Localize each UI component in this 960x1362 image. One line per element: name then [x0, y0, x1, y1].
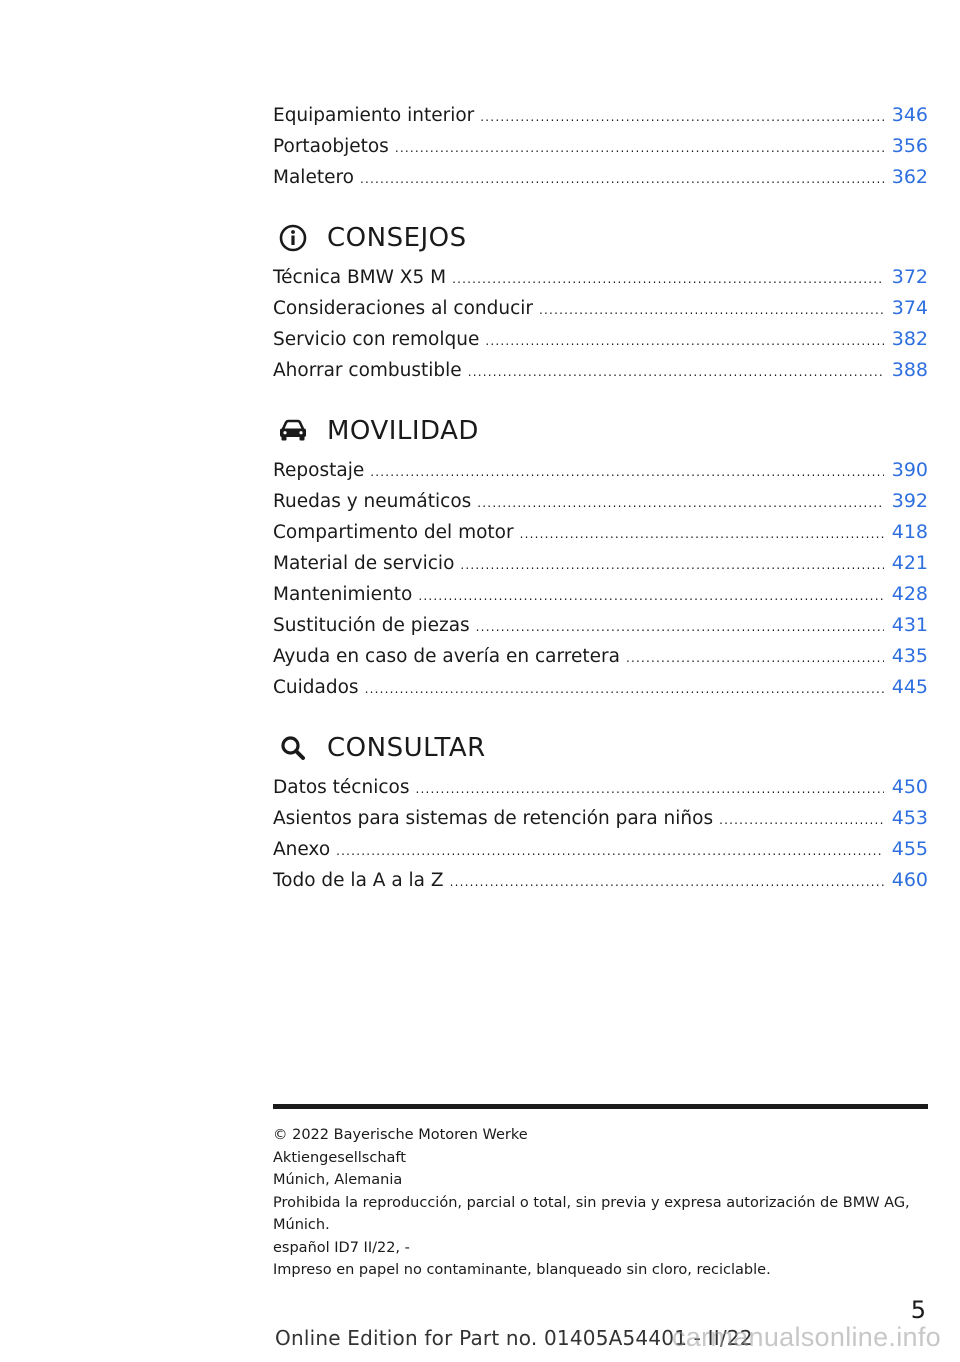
section-header-movilidad	[273, 411, 479, 451]
toc-entry-title: Asientos para sistemas de retención para niños	[273, 808, 714, 829]
toc-entry-title: Repostaje	[273, 460, 365, 481]
toc-entry[interactable]	[273, 293, 928, 324]
toc-entry-title: Cuidados	[273, 677, 359, 698]
dot-leader	[365, 674, 884, 705]
dot-leader	[360, 164, 884, 195]
imprint-paper: Impreso en papel no contaminante, blanqueado sin cloro, reciclable.	[273, 1262, 771, 1278]
dot-leader	[336, 836, 884, 867]
toc-entry[interactable]	[273, 517, 928, 548]
dot-leader	[450, 867, 884, 898]
toc-entry[interactable]	[273, 610, 928, 641]
toc-page-link[interactable]: 356	[891, 135, 928, 157]
info-icon	[275, 220, 311, 256]
dot-leader	[719, 805, 884, 836]
toc-page-link[interactable]: 418	[891, 521, 928, 543]
imprint-version: español ID7 II/22, -	[273, 1239, 410, 1256]
toc-group-interior	[273, 100, 928, 193]
toc-entry-title: Anexo	[273, 839, 331, 860]
dot-leader	[485, 326, 883, 357]
toc-page-link[interactable]: 421	[891, 552, 928, 574]
dot-leader	[415, 774, 883, 805]
toc-entry-title: Maletero	[273, 167, 354, 188]
toc-page-link[interactable]: 392	[891, 490, 928, 512]
toc-entry-title: Ayuda en caso de avería en carretera	[273, 646, 620, 667]
toc-entry[interactable]	[273, 162, 928, 193]
toc-entry[interactable]	[273, 772, 928, 803]
toc-entry[interactable]	[273, 803, 928, 834]
toc-entry-title: Todo de la A a la Z	[273, 870, 444, 891]
section-title: MOVILIDAD	[327, 416, 479, 446]
toc-entry-title: Compartimento del motor	[273, 522, 514, 543]
toc-entry[interactable]	[273, 486, 928, 517]
toc-entry-title: Material de servicio	[273, 553, 455, 574]
toc-page-link[interactable]: 388	[891, 359, 928, 381]
car-icon	[275, 413, 311, 449]
section-title: CONSULTAR	[327, 733, 486, 763]
dot-leader	[539, 295, 884, 326]
toc-page-link[interactable]: 362	[891, 166, 928, 188]
toc-entry[interactable]	[273, 865, 928, 896]
dot-leader	[395, 133, 884, 164]
toc-entry-title: Datos técnicos	[273, 777, 410, 798]
toc-entry[interactable]	[273, 324, 928, 355]
dot-leader	[418, 581, 883, 612]
toc-group-consejos	[273, 262, 928, 386]
toc-entry-title: Técnica BMW X5 M	[273, 267, 447, 288]
toc-entry-title: Ruedas y neumáticos	[273, 491, 472, 512]
toc-page-link[interactable]: 460	[891, 869, 928, 891]
imprint-company: Aktiengesellschaft	[273, 1149, 406, 1166]
toc-entry[interactable]	[273, 455, 928, 486]
toc-page-link[interactable]: 390	[891, 459, 928, 481]
toc-entry[interactable]	[273, 834, 928, 865]
dot-leader	[452, 264, 884, 295]
toc-entry[interactable]	[273, 579, 928, 610]
toc-page-link[interactable]: 372	[891, 266, 928, 288]
dot-leader	[370, 457, 884, 488]
imprint-copyright: © 2022 Bayerische Motoren Werke	[273, 1127, 528, 1143]
toc-entry[interactable]	[273, 262, 928, 293]
toc-entry[interactable]	[273, 548, 928, 579]
toc-page-link[interactable]: 453	[891, 807, 928, 829]
toc-page-link[interactable]: 374	[891, 297, 928, 319]
search-icon	[275, 730, 311, 766]
edition-footer: Online Edition for Part no. 01405A54401 - II/22	[275, 1326, 753, 1350]
toc-group-movilidad	[273, 455, 928, 703]
dot-leader	[460, 550, 883, 581]
imprint-block	[273, 1124, 928, 1282]
toc-page-link[interactable]: 435	[891, 645, 928, 667]
toc-entry[interactable]	[273, 672, 928, 703]
section-header-consultar	[273, 728, 486, 768]
toc-entry[interactable]	[273, 131, 928, 162]
dot-leader	[476, 612, 884, 643]
toc-entry[interactable]	[273, 100, 928, 131]
toc-entry[interactable]	[273, 355, 928, 386]
dot-leader	[480, 102, 883, 133]
toc-entry[interactable]	[273, 641, 928, 672]
toc-entry-title: Portaobjetos	[273, 136, 389, 157]
toc-page-link[interactable]: 431	[891, 614, 928, 636]
toc-page-link[interactable]: 445	[891, 676, 928, 698]
imprint-notice-line1: Prohibida la reproducción, parcial o total, sin previa y expresa autorización de BMW AG,	[273, 1194, 910, 1211]
imprint-city: Múnich, Alemania	[273, 1172, 403, 1188]
imprint-notice-line2: Múnich.	[273, 1217, 330, 1233]
page-number: 5	[910, 1296, 926, 1324]
toc-page-link[interactable]: 455	[891, 838, 928, 860]
toc-entry-title: Ahorrar combustible	[273, 360, 462, 381]
section-header-consejos	[273, 218, 467, 258]
dot-leader	[520, 519, 884, 550]
toc-page-link[interactable]: 450	[891, 776, 928, 798]
toc-page-link[interactable]: 428	[891, 583, 928, 605]
dot-leader	[626, 643, 884, 674]
watermark: carmanualsonline.info	[672, 1322, 941, 1352]
dot-leader	[477, 488, 883, 519]
toc-entry-title: Mantenimiento	[273, 584, 413, 605]
toc-entry-title: Equipamiento interior	[273, 105, 475, 126]
toc-page-link[interactable]: 382	[891, 328, 928, 350]
section-title: CONSEJOS	[327, 223, 467, 253]
toc-entry-title: Consideraciones al conducir	[273, 298, 534, 319]
toc-group-consultar	[273, 772, 928, 896]
footer-divider	[273, 1104, 928, 1109]
toc-page-link[interactable]: 346	[891, 104, 928, 126]
toc-entry-title: Sustitución de piezas	[273, 615, 470, 636]
toc-entry-title: Servicio con remolque	[273, 329, 480, 350]
dot-leader	[468, 357, 884, 388]
